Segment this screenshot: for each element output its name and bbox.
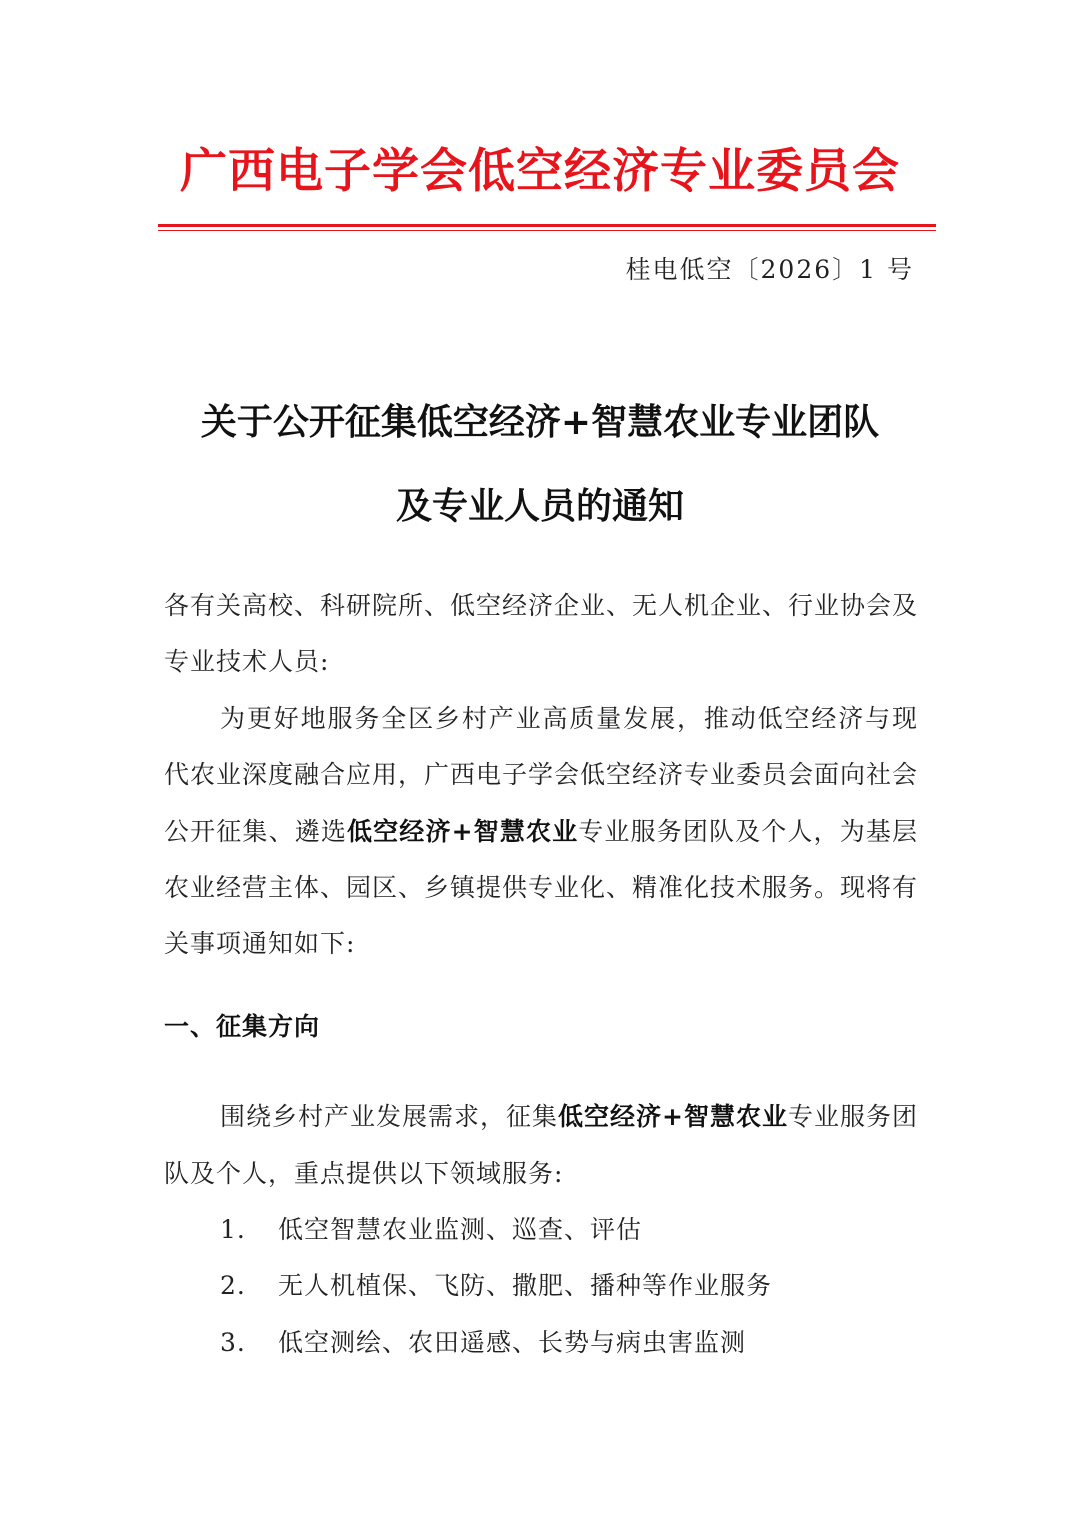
masthead-title: 广西电子学会低空经济专业委员会 bbox=[180, 144, 900, 199]
list-item bbox=[164, 1202, 918, 1258]
salutation: 各有关高校、科研院所、低空经济企业、无人机企业、行业协会及专业技术人员: bbox=[164, 591, 919, 677]
section-heading: 一、征集方向 bbox=[164, 1011, 321, 1041]
section-text-1: 围绕乡村产业发展需求，征集 bbox=[220, 1102, 559, 1132]
list-item bbox=[164, 1315, 918, 1371]
section-text-2: 专业服务团队及个人，重点提供以下领域服务: bbox=[164, 1102, 918, 1188]
document-number: 桂电低空〔2026〕1 号 bbox=[625, 255, 914, 284]
masthead-rule-thin bbox=[158, 230, 936, 231]
notice-body bbox=[164, 578, 918, 1371]
list-item bbox=[164, 1258, 918, 1314]
intro-text-1: 为更好地服务全区乡村产业高质量发展，推动低空经济与现代农业深度融合应用，广西电子学会低空经济专业委员会面向社会公开征集、遴选 bbox=[164, 703, 919, 846]
intro-paragraph bbox=[164, 691, 918, 973]
section-bold-topic: 低空经济+智慧农业 bbox=[558, 1102, 788, 1132]
section-paragraph bbox=[164, 1089, 918, 1202]
notice-title-line-2: 及专业人员的通知 bbox=[395, 486, 684, 527]
intro-bold-topic: 低空经济+智慧农业 bbox=[347, 816, 579, 846]
list-item-text: 无人机植保、飞防、撒肥、播种等作业服务 bbox=[278, 1271, 773, 1301]
list-item-text: 低空智慧农业监测、巡查、评估 bbox=[278, 1215, 643, 1245]
list-item-text: 低空测绘、农田遥感、长势与病虫害监测 bbox=[278, 1327, 747, 1357]
intro-text-2: 专业服务团队及个人，为基层农业经营主体、园区、乡镇提供专业化、精准化技术服务。现将有关事项通知如下: bbox=[164, 816, 919, 959]
masthead-rule-thick bbox=[158, 224, 936, 227]
list-item-number: 3. bbox=[220, 1327, 246, 1357]
list-item-number: 1. bbox=[220, 1215, 246, 1245]
notice-title-line-1: 关于公开征集低空经济+智慧农业专业团队 bbox=[200, 402, 880, 443]
list-item-number: 2. bbox=[220, 1271, 246, 1301]
